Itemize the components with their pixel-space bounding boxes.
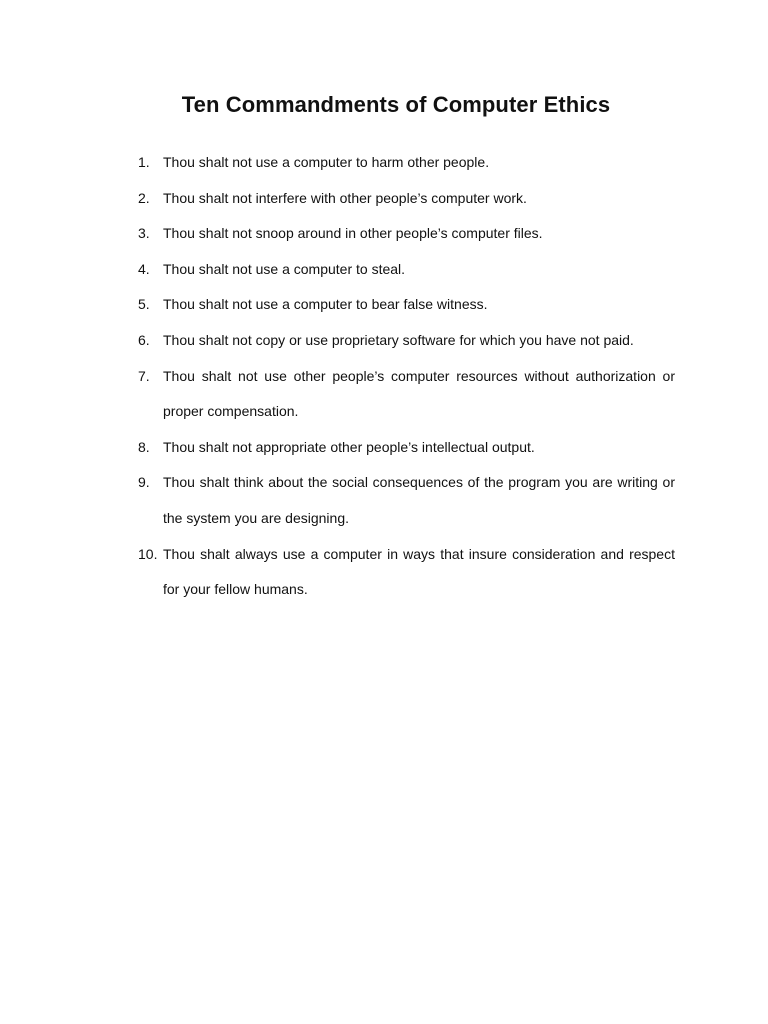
list-item bbox=[138, 465, 675, 536]
item-text: Thou shalt not use other people’s computer resources without authorization or proper compensation. bbox=[163, 367, 675, 420]
item-text: Thou shalt not appropriate other people’s intellectual output. bbox=[163, 438, 535, 455]
item-number: 4. bbox=[138, 260, 150, 277]
item-number: 2. bbox=[138, 189, 150, 206]
list-item bbox=[138, 323, 675, 359]
item-number: 6. bbox=[138, 331, 150, 348]
item-text: Thou shalt not use a computer to steal. bbox=[163, 260, 406, 277]
list-item bbox=[138, 145, 675, 181]
item-text: Thou shalt think about the social consequences of the program you are writing or the system you are designing. bbox=[163, 474, 675, 526]
commandments-list bbox=[138, 145, 675, 608]
item-text: Thou shalt not copy or use proprietary software for which you have not paid. bbox=[163, 331, 634, 348]
item-number: 3. bbox=[138, 225, 150, 242]
item-number: 7. bbox=[138, 367, 150, 384]
page-title: Ten Commandments of Computer Ethics bbox=[181, 92, 611, 117]
list-item bbox=[138, 359, 675, 430]
list-item bbox=[138, 287, 675, 323]
item-number: 1. bbox=[138, 154, 150, 170]
item-text: Thou shalt not snoop around in other people’s computer files. bbox=[163, 225, 543, 242]
list-item bbox=[138, 430, 675, 466]
item-number: 8. bbox=[138, 438, 150, 455]
list-item bbox=[138, 181, 675, 217]
item-number: 9. bbox=[138, 474, 150, 491]
item-number: 10. bbox=[138, 545, 158, 562]
list-item bbox=[138, 537, 675, 608]
item-text: Thou shalt always use a computer in ways that insure consideration and respect for your fellow humans. bbox=[163, 545, 675, 598]
list-item bbox=[138, 252, 675, 288]
item-text: Thou shalt not use a computer to bear false witness. bbox=[163, 296, 488, 313]
item-text: Thou shalt not use a computer to harm other people. bbox=[163, 154, 490, 170]
item-number: 5. bbox=[138, 296, 150, 313]
list-item bbox=[138, 216, 675, 252]
item-text: Thou shalt not interfere with other people’s computer work. bbox=[163, 189, 527, 206]
